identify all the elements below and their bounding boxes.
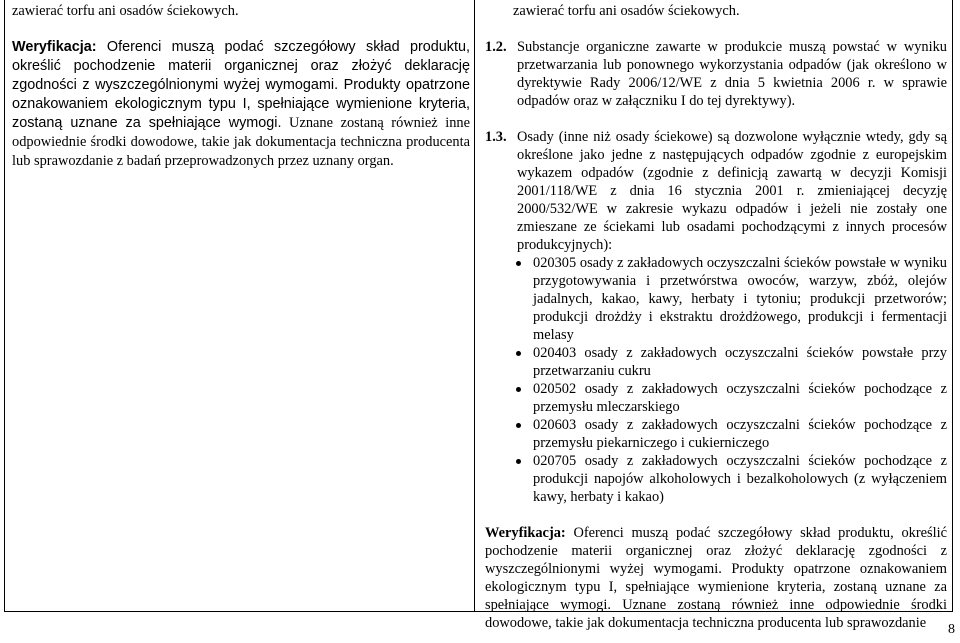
list-item: 020705 osady z zakładowych oczyszczalni ścieków pochodzące z produkcji napojów alkoholowych i bezalkoholowych (z wyłączeniem kawy, herbaty i kakao) xyxy=(533,452,947,506)
list-item: 020502 osady z zakładowych oczyszczalni ścieków pochodzące z przemysłu mleczarskiego xyxy=(533,380,947,416)
left-border xyxy=(4,0,5,612)
right-column xyxy=(485,2,947,632)
bullet-icon xyxy=(516,423,521,428)
criterion-1-3 xyxy=(485,128,947,254)
bullet-icon xyxy=(516,387,521,392)
page-number: 8 xyxy=(948,622,955,637)
left-top-line: zawierać torfu ani osadów ściekowych. xyxy=(12,3,239,19)
bullet-icon xyxy=(516,261,521,266)
list-item: 020403 osady z zakładowych oczyszczalni ścieków powstałe przy przetwarzaniu cukru xyxy=(533,344,947,380)
criterion-1-3-text: Osady (inne niż osady ściekowe) są dozwolone wyłącznie wtedy, gdy są określone jako jedne z następujących odpadów zgodnie z europejskim wykazem odpadów (zgodnie z definicją zawartą w decyzji Komisji 2001/118/WE z dnia 16 stycznia 2001 r. zmieniającej decyzję 2000/532/WE w zakresie wykazu odpadów i jeżeli nie zostały one zmieszane ze ściekami lub osadami pochodzącymi z innych procesów produkcyjnych): xyxy=(517,129,947,253)
left-verification-serif-text: Uznane zostaną również inne odpowiednie środki dowodowe, takie jak dokumentacja techniczna producenta lub sprawozdanie z badań przeprowadzonych przez uznany organ. xyxy=(12,115,470,169)
right-border xyxy=(952,0,953,612)
criterion-1-2-text: Substancje organiczne zawarte w produkcie muszą powstać w wyniku przetwarzania lub ponownego wykorzystania odpadów (jak określono w dyrektywie Rady 2006/12/WE z dnia 5 kwietnia 2006 r. w sprawie odpadów oraz w załączniku I do tej dyrektywy). xyxy=(517,39,947,109)
column-divider xyxy=(474,0,475,612)
criterion-1-2 xyxy=(485,38,947,110)
right-top-line: zawierać torfu ani osadów ściekowych. xyxy=(513,3,740,19)
right-verification-paragraph xyxy=(485,524,947,632)
left-verification-paragraph xyxy=(12,38,470,171)
bullet-icon xyxy=(516,351,521,356)
bullet-icon xyxy=(516,459,521,464)
right-verification-label: Weryfikacja: xyxy=(485,525,566,541)
right-verification-text: Oferenci muszą podać szczegółowy skład produktu, określić pochodzenie materii organicznej oraz złożyć deklarację zgodności z wyszczególnionymi wyżej wymogami. Produkty opatrzone oznakowaniem ekologicznym typu I, spełniające wymienione kryteria, zostaną uznane za spełniające wymogi. Uznane zostaną również inne odpowiednie środki dowodowe, takie jak dokumentacja techniczna producenta lub sprawozdanie xyxy=(485,525,947,631)
criterion-1-3-number: 1.3. xyxy=(485,129,507,145)
waste-code-list xyxy=(485,254,947,506)
list-item: 020305 osady z zakładowych oczyszczalni ścieków powstałe w wyniku przygotowywania i przetwórstwa owoców, warzyw, zbóż, olejów jadalnych, kakao, kawy, herbaty i tytoniu; produkcji przetworów; produkcji drożdży i ekstraktu drożdżowego, produkcji i fermentacji melasy xyxy=(533,254,947,344)
left-verification-sans-text: Oferenci muszą podać szczegółowy skład produktu, określić pochodzenie materii organicznej oraz złożyć deklarację zgodności z wyszczególnionymi wyżej wymogami. Produkty opatrzone oznakowaniem ekologicznym typu I, spełniające wymienione kryteria, zostaną uznane za spełniające wymogi. xyxy=(12,39,470,131)
list-item: 020603 osady z zakładowych oczyszczalni ścieków pochodzące z przemysłu piekarniczego i cukierniczego xyxy=(533,416,947,452)
criterion-1-2-number: 1.2. xyxy=(485,39,507,55)
left-verification-label: Weryfikacja: xyxy=(12,39,97,55)
left-column xyxy=(12,2,470,171)
